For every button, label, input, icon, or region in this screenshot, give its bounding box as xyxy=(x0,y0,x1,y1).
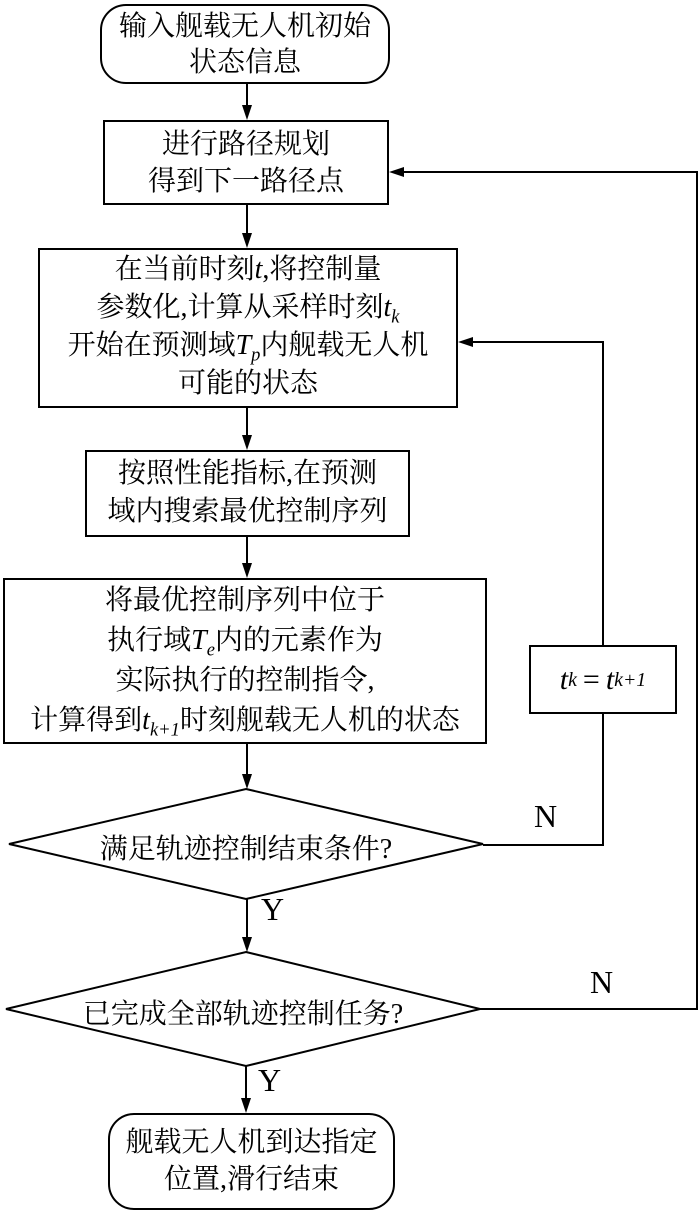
text: 执行域 xyxy=(107,625,192,656)
execute-line1: 将最优控制序列中位于 xyxy=(104,585,385,616)
predict-line3 xyxy=(40,327,456,365)
equals-sign: = xyxy=(582,662,600,696)
var-t: t xyxy=(605,662,615,696)
start-line1: 输入舰载无人机初始 xyxy=(118,11,371,42)
arrowhead xyxy=(242,563,252,578)
predict-line1 xyxy=(40,251,456,289)
end-line1: 舰载无人机到达指定 xyxy=(125,1127,378,1158)
predict-line4: 可能的状态 xyxy=(177,368,318,399)
text: ,将控制量 xyxy=(262,254,382,285)
predict-line2 xyxy=(40,289,456,327)
execute-line2 xyxy=(5,621,485,661)
plan-line2: 得到下一路径点 xyxy=(147,166,344,197)
text: 计算得到 xyxy=(30,705,143,736)
text: 参数化,计算从采样时刻 xyxy=(96,292,384,323)
decision2-no-label: N xyxy=(590,964,614,1000)
end-line2: 位置,滑行结束 xyxy=(163,1164,339,1195)
process-execute-control xyxy=(3,578,487,744)
sub-e: e xyxy=(206,639,215,660)
arrowhead xyxy=(242,937,252,952)
terminator-start xyxy=(100,4,390,84)
decision1-question: 满足轨迹控制结束条件? xyxy=(99,834,393,865)
execute-line3: 实际执行的控制指令, xyxy=(115,665,375,696)
loop-inner-no-path xyxy=(473,342,603,845)
arrowhead xyxy=(242,435,252,450)
sub-k: k xyxy=(391,306,400,327)
var-t: t xyxy=(559,662,569,696)
arrowhead xyxy=(241,1098,251,1113)
process-path-planning xyxy=(103,120,389,205)
sub-k1: k+1 xyxy=(149,719,180,740)
process-search-optimal xyxy=(85,450,410,537)
process-predict-states xyxy=(38,248,458,408)
text: 开始在预测域 xyxy=(67,330,236,361)
var-t: t xyxy=(254,254,263,285)
execute-line4 xyxy=(5,701,485,741)
arrowhead xyxy=(458,337,473,347)
search-line1: 按照性能指标,在预测 xyxy=(117,458,377,489)
start-line2: 状态信息 xyxy=(188,47,301,78)
text: 内的元素作为 xyxy=(214,625,383,656)
decision1-yes-label: Y xyxy=(261,891,285,927)
arrowhead xyxy=(242,774,252,789)
plan-line1: 进行路径规划 xyxy=(161,129,330,160)
search-line2: 域内搜索最优控制序列 xyxy=(107,496,388,527)
process-update-tk: t k = t k+1 xyxy=(529,645,677,714)
terminator-end xyxy=(108,1113,395,1210)
sub-p: p xyxy=(251,344,261,365)
arrowhead xyxy=(389,167,404,177)
var-T: T xyxy=(235,330,252,361)
decision2-yes-label: Y xyxy=(258,1062,282,1098)
text: 在当前时刻 xyxy=(114,254,255,285)
text: 时刻舰载无人机的状态 xyxy=(179,705,460,736)
var-t: t xyxy=(383,292,392,323)
decision2-question: 已完成全部轨迹控制任务? xyxy=(82,999,404,1030)
text: 内舰载无人机 xyxy=(260,330,429,361)
var-t: t xyxy=(142,705,150,736)
var-T: T xyxy=(191,625,207,656)
arrowhead xyxy=(242,105,252,120)
decision1-no-label: N xyxy=(534,798,558,834)
arrowhead xyxy=(242,233,252,248)
